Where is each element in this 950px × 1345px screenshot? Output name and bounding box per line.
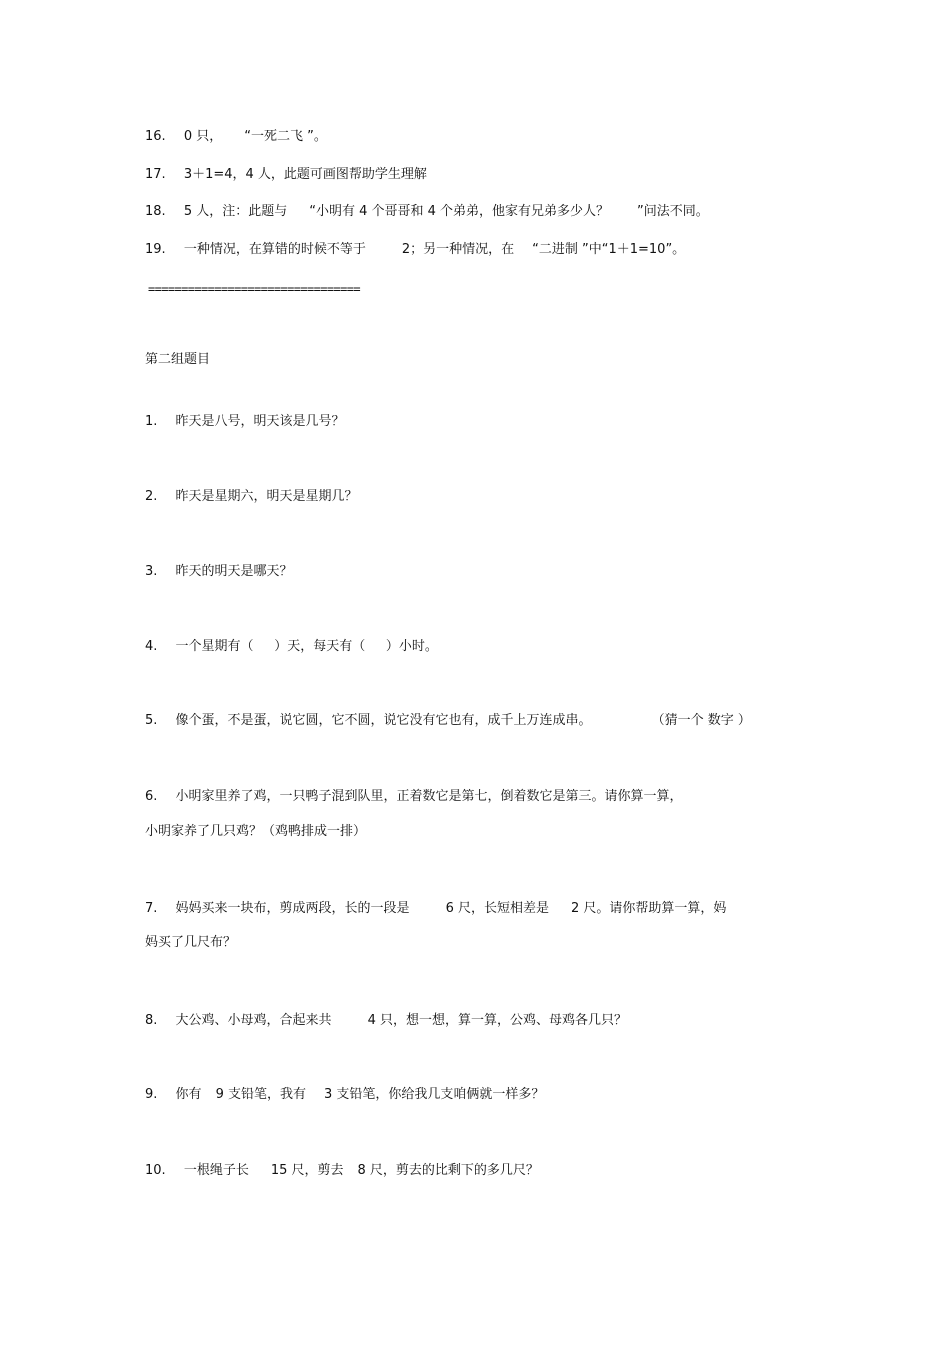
answer-17: 17. 3＋1=4，4 人，此题可画图帮助学生理解 xyxy=(145,167,427,182)
section-title: 第二组题目 xyxy=(145,352,211,367)
item-number: 2. xyxy=(145,489,158,504)
question-10: 10. 一根绳子长 15 尺，剪去 8 尺，剪去的比剩下的多几尺？ xyxy=(145,1163,539,1178)
item-number: 7. xyxy=(145,901,158,916)
item-number: 18. xyxy=(145,204,166,219)
item-number: 1. xyxy=(145,414,158,429)
question-5: 5. 像个蛋，不是蛋，说它圆，它不圆，说它没有它也有，成千上万连成串。 （猜一个 数字 ） xyxy=(145,713,751,728)
question-6-continued: 小明家养了几只鸡？（鸡鸭排成一排） xyxy=(145,824,367,839)
item-number: 10. xyxy=(145,1163,166,1178)
item-number: 16. xyxy=(145,129,166,144)
item-number: 3. xyxy=(145,564,158,579)
question-7-continued: 妈买了几尺布？ xyxy=(145,935,237,950)
answer-16: 16. 0 只， “一死二飞 ”。 xyxy=(145,129,327,144)
question-6: 6. 小明家里养了鸡，一只鸭子混到队里，正着数它是第七，倒着数它是第三。请你算一算， xyxy=(145,789,683,804)
item-number: 4. xyxy=(145,639,158,654)
separator-line: ================================ xyxy=(148,282,360,296)
answer-19: 19. 一种情况，在算错的时候不等于 2；另一种情况，在 “二进制 ”中“1＋1=10”。 xyxy=(145,242,686,257)
riddle-hint: （猜一个 数字 ） xyxy=(651,713,751,728)
item-number: 9. xyxy=(145,1087,158,1102)
item-number: 8. xyxy=(145,1013,158,1028)
question-3: 3. 昨天的明天是哪天？ xyxy=(145,564,293,579)
question-9: 9. 你有 9 支铅笔，我有 3 支铅笔，你给我几支咱俩就一样多？ xyxy=(145,1087,545,1102)
item-number: 19. xyxy=(145,242,166,257)
question-8: 8. 大公鸡、小母鸡，合起来共 4 只，想一想，算一算，公鸡、母鸡各几只？ xyxy=(145,1013,627,1028)
question-7: 7. 妈妈买来一块布，剪成两段，长的一段是 6 尺，长短相差是 2 尺。请你帮助算一算，妈 xyxy=(145,901,727,916)
item-number: 17. xyxy=(145,167,166,182)
question-1: 1. 昨天是八号，明天该是几号？ xyxy=(145,414,345,429)
answer-18: 18. 5 人，注：此题与 “小明有 4 个哥哥和 4 个弟弟，他家有兄弟多少人？ ”问法不同。 xyxy=(145,204,709,219)
item-number: 5. xyxy=(145,713,158,728)
question-4: 4. 一个星期有（ ）天，每天有（ ）小时。 xyxy=(145,639,438,654)
question-2: 2. 昨天是星期六，明天是星期几？ xyxy=(145,489,358,504)
item-number: 6. xyxy=(145,789,158,804)
